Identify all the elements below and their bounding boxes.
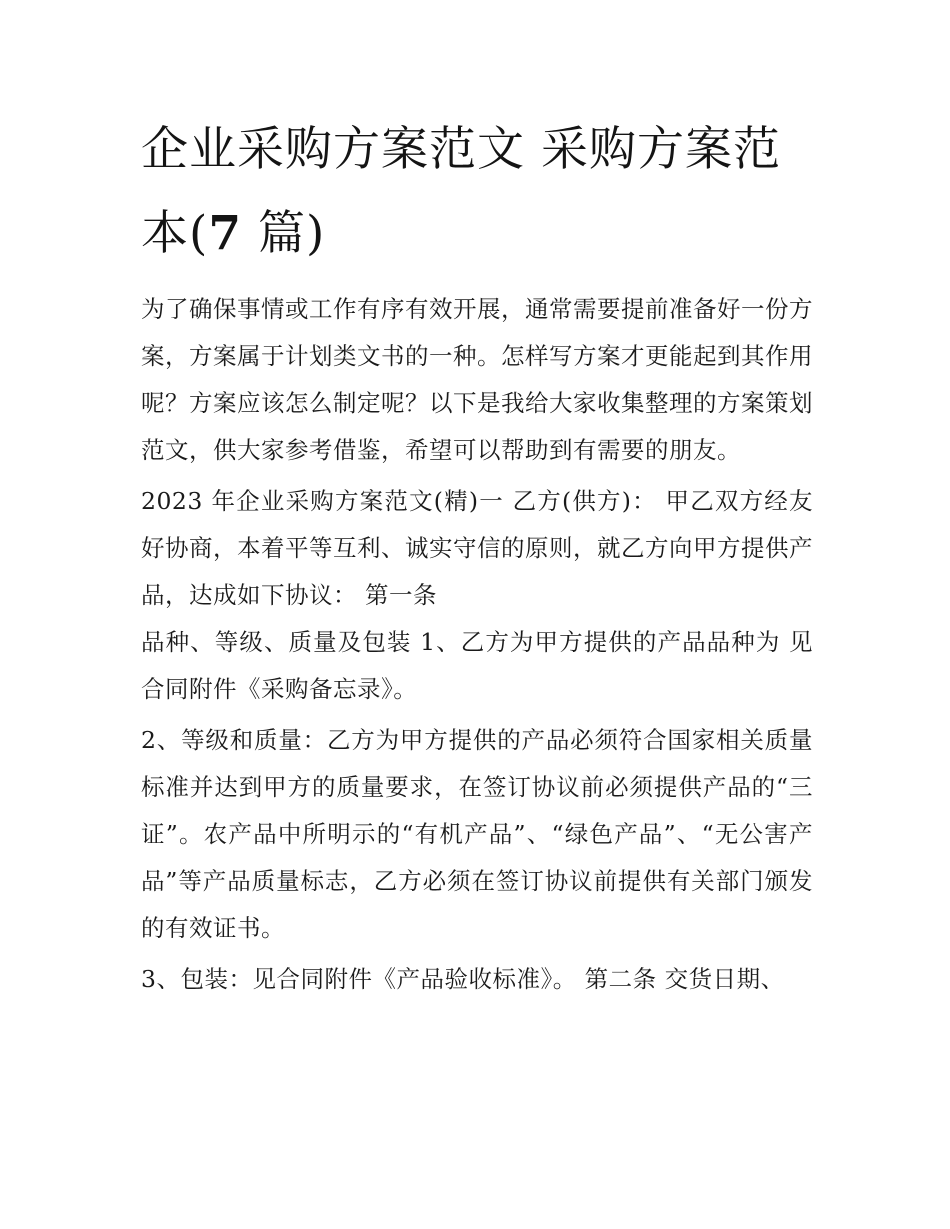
title-tail: 篇) [242,206,326,261]
intro-paragraph: 为了确保事情或工作有序有效开展，通常需要提前准备好一份方案，方案属于计划类文书的一种。怎样写方案才更能起到其作用呢？方案应该怎么制定呢？以下是我给大家收集整理的方案策划范文，供大家参考借鉴，希望可以帮助到有需要的朋友。 [141,295,813,464]
document-title [141,108,813,276]
paragraph-quality: 2、等级和质量：乙方为甲方提供的产品必须符合国家相关质量标准并达到甲方的质量要求，在签订协议前必须提供产品的“三证”。农产品中所明示的“有机产品”、“绿色产品”、“无公害产品”等产品质量标志，乙方必须在签订协议前提供有关部门颁发的有效证书。 [141,726,813,942]
paragraph-packaging: 3、包装：见合同附件《产品验收标准》。 第二条 交货日期、 [141,965,785,993]
paragraph-variety: 品种、等级、质量及包装 1、乙方为甲方提供的产品品种为 见合同附件《采购备忘录》。 [141,628,813,703]
paragraph-agreement: 2023 年企业采购方案范文(精)一 乙方(供方)： 甲乙双方经友好协商，本着平等互利、诚实守信的原则，就乙方向甲方提供产品，达成如下协议： 第一条 [141,487,813,609]
document-body [141,108,813,1003]
title-count: 7 [208,206,243,261]
title-main: 企业采购方案范文 采购方案范本( [141,122,781,261]
